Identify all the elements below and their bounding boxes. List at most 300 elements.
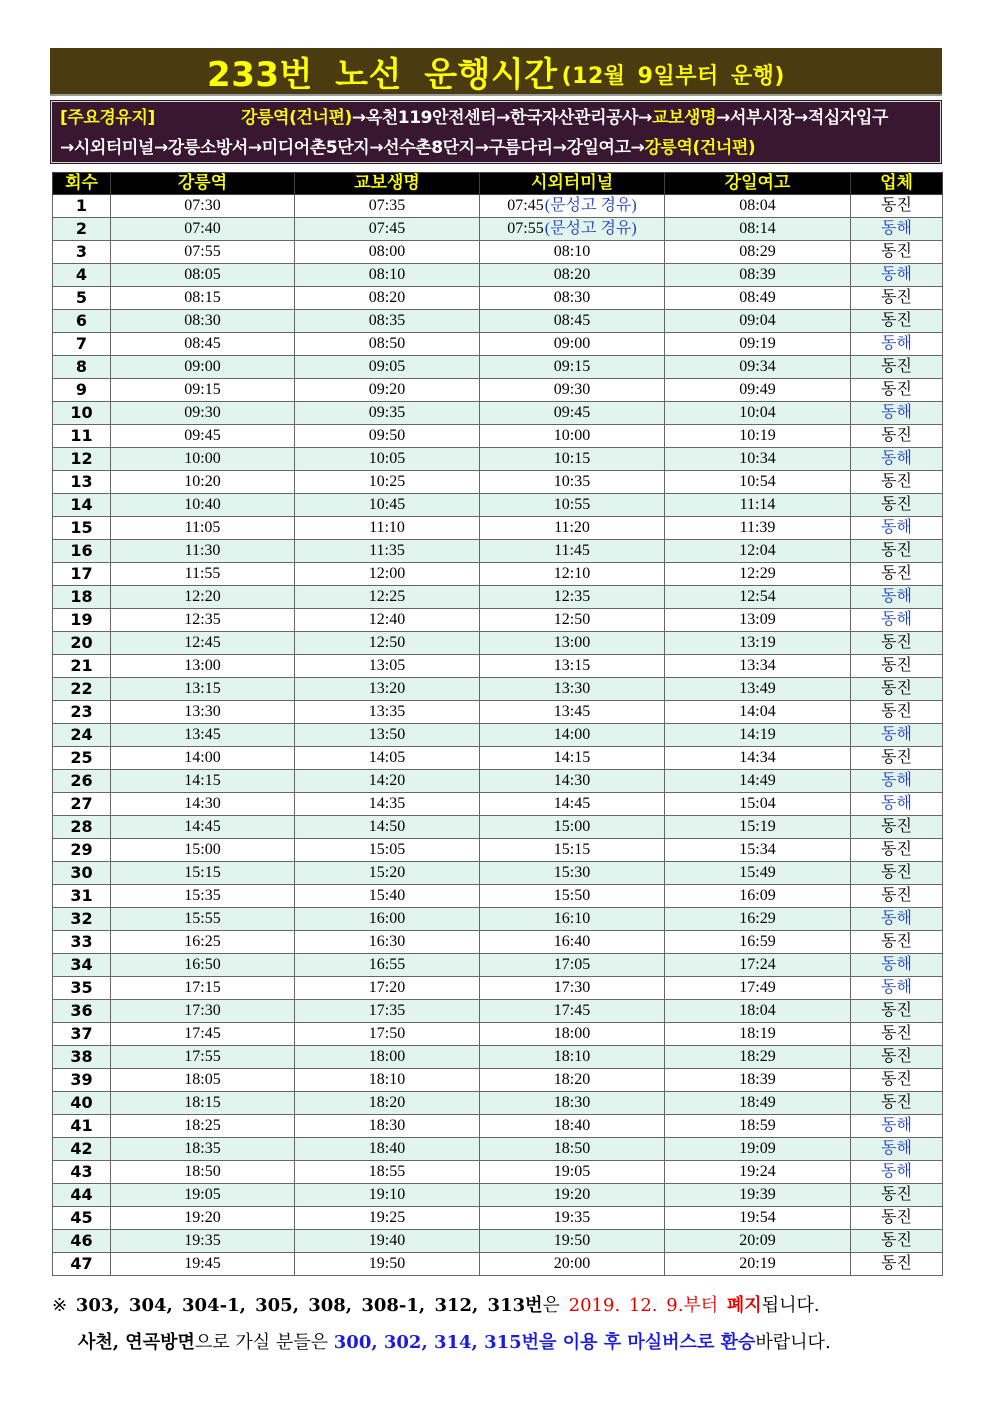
kyobo-life-time-cell [295, 471, 480, 494]
kyobo-life-time-text: 10:45 [368, 496, 406, 513]
gangil-girls-high-time-text: 10:54 [739, 473, 776, 490]
gangil-girls-high-time-text: 14:49 [739, 772, 776, 789]
kyobo-life-time-text: 19:25 [368, 1209, 406, 1226]
timetable-body [53, 195, 943, 1276]
gangil-girls-high-time-cell [665, 977, 851, 1000]
gangneung-station-time-cell [111, 908, 295, 931]
operator-text: 동진 [881, 749, 912, 766]
gangil-girls-high-time-cell [665, 1253, 851, 1276]
gangil-girls-high-time-cell [665, 1207, 851, 1230]
table-row [53, 954, 943, 977]
intercity-terminal-time-text: 16:10 [553, 910, 591, 927]
gangneung-station-time-text: 10:00 [184, 450, 221, 467]
trip-number-cell [53, 471, 111, 494]
operator-cell [851, 471, 943, 494]
trip-number-text: 35 [70, 978, 93, 997]
trip-number-text: 27 [70, 794, 93, 813]
page-title: 233번 노선 운행시간 [207, 54, 558, 95]
kyobo-life-time-text: 09:35 [368, 404, 406, 421]
intercity-terminal-time-cell [480, 1046, 665, 1069]
gangil-girls-high-time-cell [665, 356, 851, 379]
trip-number-cell [53, 1046, 111, 1069]
gangil-girls-high-time-text: 09:49 [739, 381, 776, 398]
intercity-terminal-time-text: 13:15 [553, 657, 591, 674]
intercity-terminal-time-cell [480, 1184, 665, 1207]
intercity-terminal-time-cell [480, 402, 665, 425]
trip-number-cell [53, 678, 111, 701]
gangil-girls-high-time-text: 08:39 [739, 266, 776, 283]
intercity-terminal-time-text: 09:00 [553, 335, 591, 352]
gangneung-station-time-cell [111, 1207, 295, 1230]
trip-number-cell [53, 494, 111, 517]
intercity-terminal-time-cell [480, 678, 665, 701]
table-row [53, 770, 943, 793]
trip-number-text: 5 [75, 288, 88, 307]
intercity-terminal-time-cell [480, 1000, 665, 1023]
trip-number-cell [53, 563, 111, 586]
trip-number-text: 11 [70, 426, 93, 445]
trip-number-text: 9 [75, 380, 88, 399]
gangneung-station-time-cell [111, 1230, 295, 1253]
kyobo-life-time-text: 18:30 [368, 1117, 406, 1134]
kyobo-life-time-text: 12:40 [368, 611, 406, 628]
kyobo-life-time-cell [295, 931, 480, 954]
header-kyobo-life: 교보생명 [295, 173, 480, 195]
gangneung-station-time-cell [111, 1000, 295, 1023]
intercity-terminal-time-cell [480, 1207, 665, 1230]
gangil-girls-high-time-cell [665, 379, 851, 402]
operator-text: 동해 [881, 1163, 912, 1180]
kyobo-life-time-cell [295, 1184, 480, 1207]
trip-number-text: 10 [70, 403, 93, 422]
route-1-segment: 강릉역(건너편) [241, 108, 352, 128]
gangil-girls-high-time-text: 10:04 [739, 404, 776, 421]
kyobo-life-time-cell [295, 425, 480, 448]
operator-text: 동진 [881, 1025, 912, 1042]
table-row [53, 931, 943, 954]
intercity-terminal-time-cell [480, 839, 665, 862]
operator-text: 동진 [881, 703, 912, 720]
kyobo-life-time-text: 19:50 [368, 1255, 406, 1272]
kyobo-life-time-text: 08:10 [368, 266, 406, 283]
trip-number-text: 32 [70, 909, 93, 928]
gangil-girls-high-time-text: 19:54 [739, 1209, 776, 1226]
operator-text: 동진 [881, 243, 912, 260]
table-row [53, 747, 943, 770]
intercity-terminal-time-text: 18:10 [553, 1048, 591, 1065]
operator-cell [851, 1046, 943, 1069]
gangneung-station-time-cell [111, 1023, 295, 1046]
kyobo-life-time-cell [295, 494, 480, 517]
operator-text: 동해 [881, 611, 912, 628]
operator-text: 동진 [881, 887, 912, 904]
intercity-terminal-time-text: 17:05 [553, 956, 591, 973]
table-row [53, 1207, 943, 1230]
kyobo-life-time-text: 15:05 [368, 841, 406, 858]
trip-number-cell [53, 1253, 111, 1276]
table-row [53, 218, 943, 241]
operator-cell [851, 241, 943, 264]
gangneung-station-time-cell [111, 540, 295, 563]
intercity-terminal-time-cell [480, 747, 665, 770]
kyobo-life-time-text: 12:25 [368, 588, 406, 605]
route-1-segment: 교보생명 [652, 108, 717, 128]
route-1-segment: →옥천119안전센터→한국자산관리공사→ [351, 108, 653, 128]
trip-number-text: 26 [70, 771, 93, 790]
kyobo-life-time-cell [295, 885, 480, 908]
kyobo-life-time-text: 09:20 [368, 381, 406, 398]
intercity-terminal-time-cell [480, 494, 665, 517]
kyobo-life-time-text: 07:45 [368, 220, 406, 237]
intercity-terminal-time-text: 08:20 [553, 266, 591, 283]
intercity-terminal-time-text: 10:55 [553, 496, 591, 513]
trip-number-cell [53, 586, 111, 609]
table-row [53, 1115, 943, 1138]
table-row [53, 1161, 943, 1184]
operator-text: 동진 [881, 197, 912, 214]
intercity-terminal-time-cell [480, 770, 665, 793]
intercity-terminal-time-text: 19:20 [553, 1186, 591, 1203]
table-row [53, 425, 943, 448]
gangneung-station-time-text: 15:35 [184, 887, 221, 904]
intercity-terminal-time-text: 14:00 [553, 726, 591, 743]
intercity-terminal-time-text: 14:15 [553, 749, 591, 766]
gangil-girls-high-time-cell [665, 264, 851, 287]
intercity-terminal-time-cell [480, 1138, 665, 1161]
trip-number-cell [53, 1000, 111, 1023]
operator-cell [851, 517, 943, 540]
operator-cell [851, 448, 943, 471]
kyobo-life-time-cell [295, 793, 480, 816]
operator-text: 동해 [881, 404, 912, 421]
table-row [53, 517, 943, 540]
intercity-terminal-time-text: 17:45 [553, 1002, 591, 1019]
intercity-terminal-time-cell [480, 471, 665, 494]
kyobo-life-time-cell [295, 816, 480, 839]
gangneung-station-time-text: 18:05 [184, 1071, 221, 1088]
gangil-girls-high-time-text: 14:04 [739, 703, 776, 720]
gangneung-station-time-text: 09:30 [184, 404, 221, 421]
kyobo-life-time-cell [295, 264, 480, 287]
gangneung-station-time-text: 15:00 [184, 841, 221, 858]
trip-number-text: 16 [70, 541, 93, 560]
trip-number-cell [53, 287, 111, 310]
intercity-terminal-time-text: 14:45 [553, 795, 591, 812]
trip-number-cell [53, 885, 111, 908]
gangneung-station-time-cell [111, 287, 295, 310]
trip-number-cell [53, 954, 111, 977]
gangneung-station-time-text: 13:00 [184, 657, 221, 674]
operator-text: 동진 [881, 565, 912, 582]
operator-text: 동진 [881, 381, 912, 398]
gangil-girls-high-time-cell [665, 701, 851, 724]
table-row [53, 816, 943, 839]
kyobo-life-time-text: 08:20 [368, 289, 406, 306]
gangil-girls-high-time-text: 18:04 [739, 1002, 776, 1019]
trip-number-text: 17 [70, 564, 93, 583]
gangil-girls-high-time-text: 18:19 [739, 1025, 776, 1042]
intercity-terminal-time-cell [480, 379, 665, 402]
table-row [53, 724, 943, 747]
table-row [53, 379, 943, 402]
table-row [53, 793, 943, 816]
table-row [53, 1138, 943, 1161]
trip-number-text: 29 [70, 840, 93, 859]
intercity-terminal-time-cell [480, 356, 665, 379]
trip-number-cell [53, 1161, 111, 1184]
gangneung-station-time-cell [111, 862, 295, 885]
intercity-terminal-time-text: 18:20 [553, 1071, 591, 1088]
trip-number-text: 46 [70, 1231, 93, 1250]
table-row [53, 264, 943, 287]
operator-cell [851, 1184, 943, 1207]
trip-number-cell [53, 1069, 111, 1092]
kyobo-life-time-text: 17:35 [368, 1002, 406, 1019]
gangneung-station-time-text: 11:05 [184, 519, 221, 536]
gangneung-station-time-text: 07:30 [184, 197, 221, 214]
table-row [53, 701, 943, 724]
trip-number-cell [53, 195, 111, 218]
gangil-girls-high-time-text: 18:29 [739, 1048, 776, 1065]
operator-cell [851, 724, 943, 747]
intercity-terminal-time-text: 18:50 [553, 1140, 591, 1157]
intercity-terminal-time-cell [480, 310, 665, 333]
trip-number-cell [53, 908, 111, 931]
gangil-girls-high-time-text: 17:49 [739, 979, 776, 996]
gangneung-station-time-cell [111, 701, 295, 724]
gangneung-station-time-text: 18:25 [184, 1117, 221, 1134]
gangil-girls-high-time-text: 12:29 [739, 565, 776, 582]
trip-number-text: 20 [70, 633, 93, 652]
gangneung-station-time-text: 19:45 [184, 1255, 221, 1272]
trip-number-text: 1 [75, 196, 88, 215]
gangil-girls-high-time-text: 19:24 [739, 1163, 776, 1180]
header-gangil-girls-high: 강일여고 [665, 173, 851, 195]
gangil-girls-high-time-text: 14:19 [739, 726, 776, 743]
intercity-terminal-time-text: 14:30 [553, 772, 591, 789]
operator-cell [851, 218, 943, 241]
operator-text: 동진 [881, 1255, 912, 1272]
trip-number-cell [53, 1092, 111, 1115]
operator-text: 동진 [881, 1094, 912, 1111]
gangil-girls-high-time-cell [665, 448, 851, 471]
gangil-girls-high-time-cell [665, 1230, 851, 1253]
gangil-girls-high-time-cell [665, 241, 851, 264]
intercity-terminal-time-text: 16:40 [553, 933, 591, 950]
gangneung-station-time-text: 10:40 [184, 496, 221, 513]
intercity-terminal-time-text: 09:15 [553, 358, 591, 375]
intercity-terminal-time-cell [480, 816, 665, 839]
via-school-note: (문성고 경유) [544, 197, 637, 214]
intercity-terminal-time-text: 13:30 [553, 680, 591, 697]
table-row [53, 586, 943, 609]
operator-cell [851, 586, 943, 609]
operator-text: 동진 [881, 680, 912, 697]
intercity-terminal-time-text: 15:15 [553, 841, 591, 858]
gangneung-station-time-text: 16:25 [184, 933, 221, 950]
trip-number-text: 23 [70, 702, 93, 721]
trip-number-cell [53, 701, 111, 724]
intercity-terminal-time-cell [480, 287, 665, 310]
kyobo-life-time-cell [295, 655, 480, 678]
kyobo-life-time-text: 15:40 [368, 887, 406, 904]
operator-cell [851, 701, 943, 724]
gangneung-station-time-cell [111, 954, 295, 977]
gangneung-station-time-text: 17:45 [184, 1025, 221, 1042]
operator-text: 동진 [881, 1002, 912, 1019]
gangneung-station-time-text: 12:45 [184, 634, 221, 651]
gangneung-station-time-text: 15:55 [184, 910, 221, 927]
gangil-girls-high-time-text: 17:24 [739, 956, 776, 973]
gangneung-station-time-text: 17:55 [184, 1048, 221, 1065]
trip-number-cell [53, 655, 111, 678]
operator-text: 동진 [881, 542, 912, 559]
kyobo-life-time-text: 13:50 [368, 726, 406, 743]
gangneung-station-time-text: 12:20 [184, 588, 221, 605]
gangneung-station-time-cell [111, 1115, 295, 1138]
gangil-girls-high-time-text: 15:04 [739, 795, 776, 812]
gangil-girls-high-time-text: 18:49 [739, 1094, 776, 1111]
gangil-girls-high-time-cell [665, 609, 851, 632]
table-row [53, 1253, 943, 1276]
intercity-terminal-time-text: 18:00 [553, 1025, 591, 1042]
gangneung-station-time-cell [111, 586, 295, 609]
table-row [53, 1069, 943, 1092]
kyobo-life-time-text: 08:00 [368, 243, 406, 260]
kyobo-life-time-cell [295, 770, 480, 793]
intercity-terminal-time-text: 09:30 [553, 381, 591, 398]
gangil-girls-high-time-cell [665, 1000, 851, 1023]
operator-text: 동진 [881, 634, 912, 651]
table-row [53, 678, 943, 701]
gangneung-station-time-cell [111, 816, 295, 839]
header-gangneung-station: 강릉역 [111, 173, 295, 195]
table-row [53, 1000, 943, 1023]
intercity-terminal-time-text: 20:00 [553, 1255, 591, 1272]
gangneung-station-time-cell [111, 241, 295, 264]
gangneung-station-time-cell [111, 977, 295, 1000]
operator-cell [851, 1092, 943, 1115]
trip-number-text: 44 [70, 1185, 93, 1204]
intercity-terminal-time-cell [480, 195, 665, 218]
intercity-terminal-time-cell [480, 218, 665, 241]
discontinued-routes-notice [52, 1293, 952, 1319]
intercity-terminal-time-cell [480, 655, 665, 678]
gangil-girls-high-time-cell [665, 540, 851, 563]
intercity-terminal-time-cell [480, 724, 665, 747]
gangil-girls-high-time-text: 13:49 [739, 680, 776, 697]
kyobo-life-time-cell [295, 1138, 480, 1161]
gangneung-station-time-cell [111, 1069, 295, 1092]
intercity-terminal-time-cell [480, 241, 665, 264]
gangil-girls-high-time-cell [665, 425, 851, 448]
header-trip-number: 회수 [53, 173, 111, 195]
kyobo-life-time-text: 18:55 [368, 1163, 406, 1180]
route-2-segment: →시외터미널→강릉소방서→미디어촌5단지→선수촌8단지→구름다리→강일여고→ [60, 138, 645, 158]
gangil-girls-high-time-cell [665, 747, 851, 770]
trip-number-text: 25 [70, 748, 93, 767]
trip-number-text: 21 [70, 656, 93, 675]
operator-text: 동해 [881, 772, 912, 789]
gangneung-station-time-cell [111, 793, 295, 816]
intercity-terminal-time-text: 12:10 [553, 565, 591, 582]
intercity-terminal-time-cell [480, 908, 665, 931]
major-stops-panel [50, 100, 942, 164]
gangneung-station-time-cell [111, 448, 295, 471]
gangneung-station-time-text: 13:45 [184, 726, 221, 743]
gangneung-station-time-cell [111, 310, 295, 333]
intercity-terminal-time-cell [480, 632, 665, 655]
gangneung-station-time-cell [111, 333, 295, 356]
gangil-girls-high-time-text: 16:29 [739, 910, 776, 927]
trip-number-cell [53, 241, 111, 264]
gangil-girls-high-time-cell [665, 563, 851, 586]
trip-number-text: 31 [70, 886, 93, 905]
route-1-segment: →서부시장→적십자입구 [716, 108, 888, 128]
trip-number-text: 40 [70, 1093, 93, 1112]
gangneung-station-time-cell [111, 1046, 295, 1069]
gangil-girls-high-time-text: 18:39 [739, 1071, 776, 1088]
table-row [53, 1092, 943, 1115]
intercity-terminal-time-cell [480, 954, 665, 977]
gangil-girls-high-time-text: 20:19 [739, 1255, 776, 1272]
kyobo-life-time-text: 16:00 [368, 910, 406, 927]
kyobo-life-time-cell [295, 1161, 480, 1184]
intercity-terminal-time-text: 15:50 [553, 887, 591, 904]
operator-text: 동해 [881, 335, 912, 352]
gangneung-station-time-cell [111, 517, 295, 540]
operator-cell [851, 632, 943, 655]
operator-text: 동해 [881, 956, 912, 973]
intercity-terminal-time-text: 19:35 [553, 1209, 591, 1226]
kyobo-life-time-text: 13:35 [368, 703, 406, 720]
intercity-terminal-time-text: 13:45 [553, 703, 591, 720]
gangil-girls-high-time-cell [665, 770, 851, 793]
trip-number-cell [53, 1115, 111, 1138]
operator-cell [851, 333, 943, 356]
kyobo-life-time-cell [295, 908, 480, 931]
gangneung-station-time-text: 09:15 [184, 381, 221, 398]
route-2-segment: 강릉역(건너편) [644, 138, 756, 158]
operator-cell [851, 931, 943, 954]
header-operator: 업체 [851, 173, 943, 195]
trip-number-text: 15 [70, 518, 93, 537]
intercity-terminal-time-text: 08:30 [553, 289, 591, 306]
kyobo-life-time-text: 14:20 [368, 772, 406, 789]
gangil-girls-high-time-cell [665, 1092, 851, 1115]
table-row [53, 1230, 943, 1253]
gangneung-station-time-cell [111, 356, 295, 379]
gangneung-station-time-text: 09:45 [184, 427, 221, 444]
intercity-terminal-time-cell [480, 862, 665, 885]
trip-number-text: 47 [70, 1254, 93, 1273]
trip-number-cell [53, 793, 111, 816]
effective-date-subtitle: (12월 9일부터 운행) [561, 63, 785, 89]
notice-2-segment: 바랍니다. [755, 1332, 831, 1353]
intercity-terminal-time-cell [480, 701, 665, 724]
gangil-girls-high-time-text: 10:34 [739, 450, 776, 467]
trip-number-cell [53, 1207, 111, 1230]
gangil-girls-high-time-text: 13:19 [739, 634, 776, 651]
kyobo-life-time-text: 09:05 [368, 358, 406, 375]
gangil-girls-high-time-cell [665, 931, 851, 954]
kyobo-life-time-text: 16:30 [368, 933, 406, 950]
kyobo-life-time-cell [295, 747, 480, 770]
gangil-girls-high-time-cell [665, 333, 851, 356]
gangil-girls-high-time-text: 15:34 [739, 841, 776, 858]
table-row [53, 563, 943, 586]
gangil-girls-high-time-text: 12:04 [739, 542, 776, 559]
